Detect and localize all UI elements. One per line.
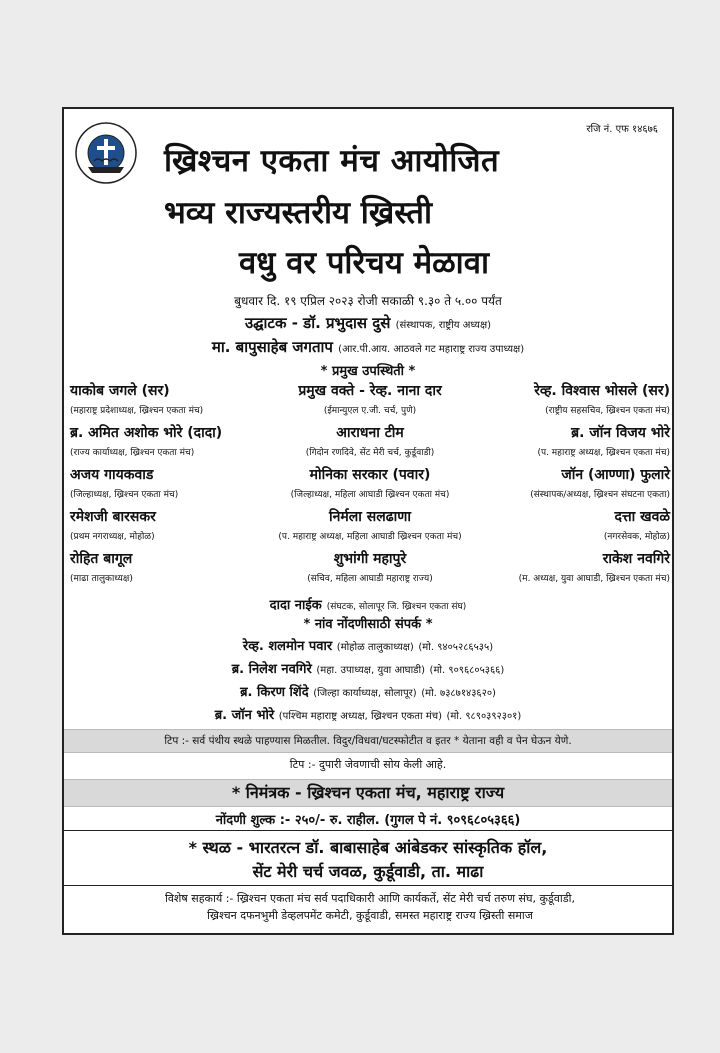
contact-item — [64, 705, 672, 723]
chief-guest-name: मा. बापुसाहेब जगताप — [211, 338, 333, 356]
contact-name: ब्र. निलेश नवगिरे — [231, 662, 312, 677]
contact-note: (पश्चिम महाराष्ट्र अध्यक्ष, ख्रिश्चन एकता मंच) — [278, 711, 442, 722]
contact-phone: (मो. ९४०५२८६५३५) — [418, 642, 494, 653]
venue-line-2: सेंट मेरी चर्च जवळ, कुर्डूवाडी, ता. माढा — [252, 862, 484, 881]
person-role: (प्रथम नगराध्यक्ष, मोहोळ) — [70, 532, 155, 542]
person-role: (प. महाराष्ट्र अध्यक्ष, महिला आघाडी ख्रिश्चन एकता मंच) — [278, 532, 462, 542]
tip-venues: टिप :- सर्व पंथीय स्थळे पाहण्यास मिळतील. विदुर/विधवा/घटस्फोटीत व इतर * येताना वही व पेन घेऊन येणे. — [64, 729, 672, 753]
person-name: प्रमुख वक्ते - रेव्ह. नाना दार — [298, 383, 442, 399]
title-line-1: ख्रिश्चन एकता मंच आयोजित — [164, 143, 500, 179]
person-name: राकेश नवगिरे — [602, 551, 670, 567]
contact-item — [64, 659, 672, 677]
contact-phone: (मो. ९८९०३९२३०१) — [446, 711, 522, 722]
last-presence-role: (संघटक, सोलापूर जि. ख्रिश्चन एकता संघ) — [326, 602, 467, 612]
person-role: (राज्य कार्याध्यक्ष, ख्रिश्चन एकता मंच) — [70, 448, 195, 458]
presence-heading: * प्रमुख उपस्थिती * — [320, 364, 416, 379]
cooperation-line-1: विशेष सहकार्य :- ख्रिश्चन एकता मंच सर्व पदाधिकारी आणि कार्यकर्ते, सेंट मेरी चर्च तरुण संघ, कुर्डूवाडी, — [164, 892, 576, 905]
venue-line-1: * स्थळ - भारतरत्न डॉ. बाबासाहेब आंबेडकर सांस्कृतिक हॉल, — [188, 838, 548, 857]
person-name: रेव्ह. विश्वास भोसले (सर) — [534, 383, 670, 399]
person-name: आराधना टीम — [336, 425, 404, 441]
registration-fee: नोंदणी शुल्क :- २५०/- रु. राहील. (गुगल पे नं. ९०९६८०५३६६) — [215, 813, 521, 828]
person-name: शुभांगी महापुरे — [333, 551, 407, 567]
contact-note: (मोहोळ तालुकाध्यक्ष) — [336, 642, 414, 653]
person-role: (संस्थापक/अध्यक्ष, ख्रिश्चन संघटना एकता) — [530, 490, 670, 500]
invitation-banner: * निमंत्रक - ख्रिश्चन एकता मंच, महाराष्ट्र राज्य — [64, 779, 672, 807]
person-name: जॉन (आण्णा) फुलारे — [561, 467, 670, 483]
presence-person — [530, 465, 670, 500]
contact-phone: (मो. ९०९६८०५३६६) — [429, 665, 505, 676]
contact-name: ब्र. जॉन भोरे — [214, 708, 275, 723]
contact-heading: * नांव नोंदणीसाठी संपर्क * — [303, 617, 433, 632]
presence-row — [70, 549, 670, 591]
person-name: अजय गायकवाड — [70, 467, 154, 483]
person-name: रोहित बागूल — [70, 551, 133, 567]
person-name: ब्र. जॉन विजय भोरे — [571, 425, 670, 441]
person-role: (माढा तालुकाध्यक्ष) — [70, 574, 133, 584]
person-role: (गिदोन रणदिवे, सेंट मेरी चर्च, कुर्डूवाडी) — [305, 448, 435, 458]
presence-person — [534, 381, 670, 416]
person-role: (जिल्हाध्यक्ष, महिला आघाडी ख्रिश्चन एकता मंच) — [290, 490, 450, 500]
divider — [64, 885, 672, 886]
person-name: मोनिका सरकार (पवार) — [309, 467, 431, 483]
presence-person — [537, 423, 670, 458]
contact-note: (महा. उपाध्यक्ष, युवा आघाडी) — [316, 665, 426, 676]
cooperation — [70, 890, 670, 924]
title-line-2: भव्य राज्यस्तरीय ख्रिस्ती — [164, 195, 432, 231]
presence-row — [70, 423, 670, 465]
inaugurator — [64, 313, 672, 333]
presence-person — [604, 507, 670, 542]
presence-row — [70, 465, 670, 507]
inaugurator-name: उद्घाटक - डॉ. प्रभुदास दुसे — [244, 314, 391, 332]
chief-guest-note: (आर.पी.आय. आठवले गट महाराष्ट्र राज्य उपाध्यक्ष) — [338, 344, 525, 355]
inaugurator-note: (संस्थापक, राष्ट्रीय अध्यक्ष) — [395, 320, 492, 331]
person-name: निर्मला सलढाणा — [329, 509, 411, 525]
presence-person — [70, 507, 670, 542]
contact-note: (जिल्हा कार्याध्यक्ष, सोलापूर) — [313, 688, 417, 699]
presence-person — [519, 549, 670, 584]
contact-item — [64, 636, 672, 654]
person-name: ब्र. अमित अशोक भोरे (दादा) — [70, 425, 223, 441]
cooperation-line-2: ख्रिश्चन दफनभुमी डेव्हलपमेंट कमेटी, कुर्डूवाडी, समस्त महाराष्ट्र राज्य ख्रिस्ती समाज — [207, 909, 533, 922]
person-role: (प. महाराष्ट्र अध्यक्ष, ख्रिश्चन एकता मंच) — [537, 448, 670, 458]
contact-name: ब्र. किरण शिंदे — [240, 685, 309, 700]
person-role: (नगरसेवक, मोहोळ) — [603, 532, 670, 542]
presence-row — [70, 507, 670, 549]
person-role: (सचिव, महिला आघाडी महाराष्ट्र राज्य) — [307, 574, 433, 584]
person-name: याकोब जगले (सर) — [70, 383, 170, 399]
contact-item — [64, 682, 672, 700]
person-role: (जिल्हाध्यक्ष, ख्रिश्चन एकता मंच) — [70, 490, 179, 500]
christian-ekta-manch-logo — [74, 121, 138, 185]
last-presence-name: दादा नाईक — [269, 598, 322, 613]
chief-guest — [64, 337, 672, 357]
person-role: (ईमान्युएल ए.जी. चर्च, पुणे) — [323, 406, 417, 416]
title-line-3: वधु वर परिचय मेळावा — [239, 245, 489, 281]
contact-phone: (मो. ७३८७१४३६२०) — [421, 688, 496, 699]
person-role: (म. अध्यक्ष, युवा आघाडी, ख्रिश्चन एकता मंच) — [518, 574, 670, 584]
presence-row — [70, 381, 670, 423]
last-presence — [64, 594, 672, 613]
tip-lunch: टिप :- दुपारी जेवणाची सोय केली आहे. — [289, 758, 447, 771]
registration-number: रजि नं. एफ १४६७६ — [586, 124, 658, 135]
person-role: (राष्ट्रीय सहसचिव, ख्रिश्चन एकता मंच) — [545, 406, 670, 416]
person-name: दत्ता खवळे — [614, 509, 670, 525]
presence-grid — [70, 381, 670, 591]
poster — [62, 107, 674, 935]
event-date: बुधवार दि. १९ एप्रिल २०२३ रोजी सकाळी ९.३० ते ५.०० पर्यंत — [234, 294, 502, 308]
person-role: (महाराष्ट्र प्रदेशाध्यक्ष, ख्रिश्चन एकता मंच) — [70, 406, 204, 416]
person-name: रमेशजी बारसकर — [70, 509, 156, 525]
contact-name: रेव्ह. शलमोन पवार — [242, 639, 333, 654]
divider — [64, 830, 672, 831]
